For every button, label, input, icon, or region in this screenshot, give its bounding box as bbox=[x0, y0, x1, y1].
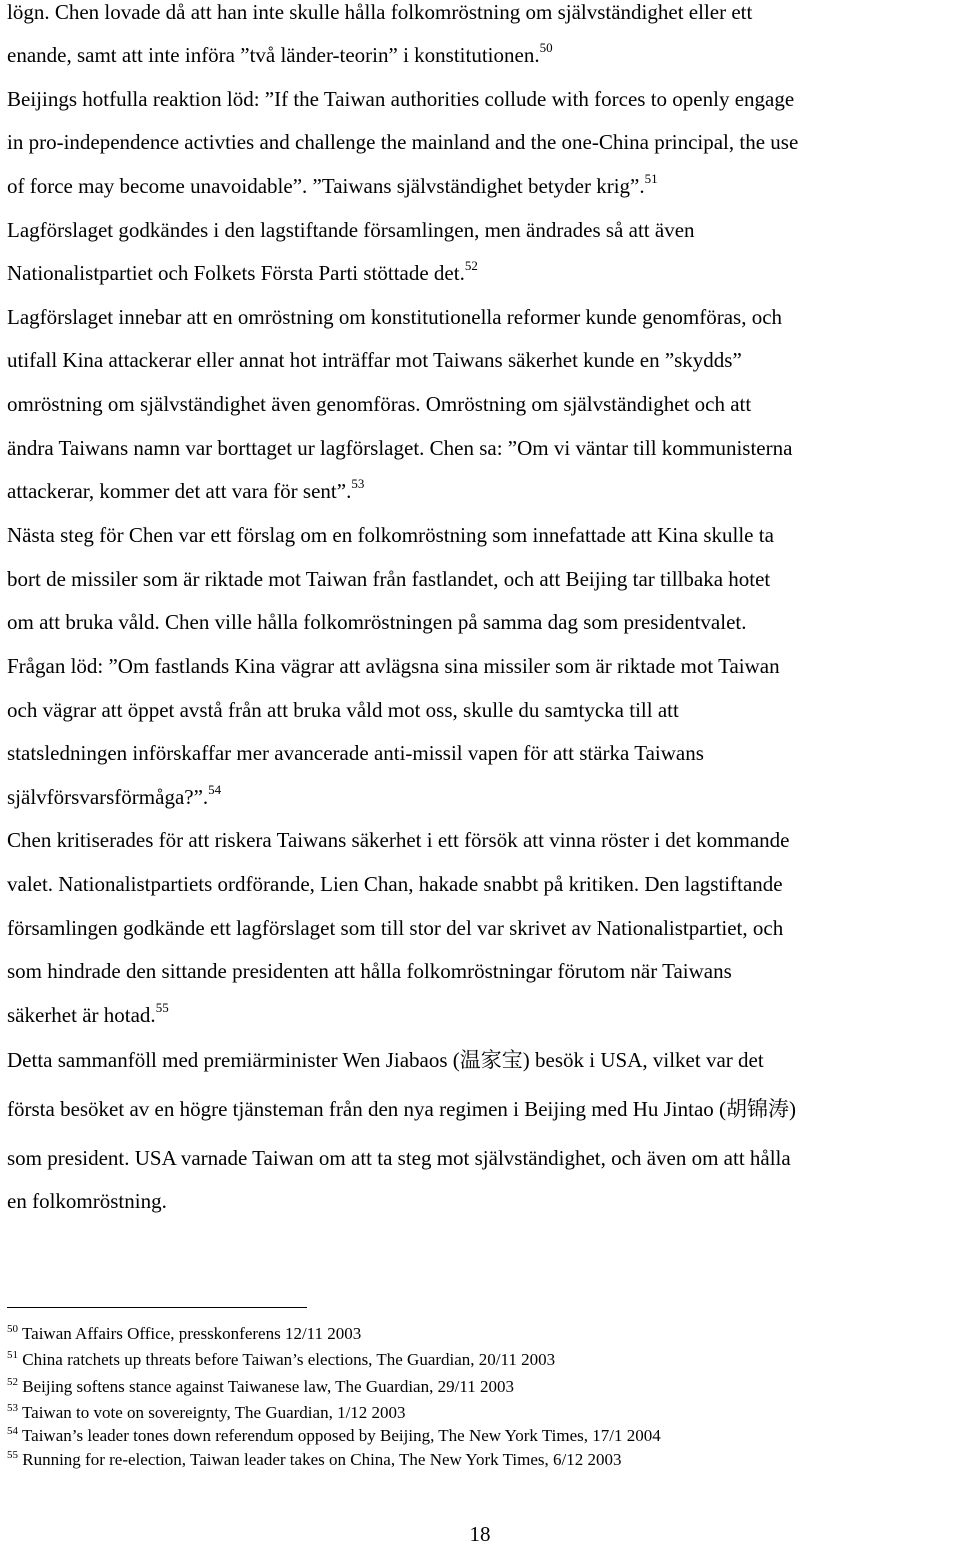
text-line: självförsvarsförmåga?”.$^{54}$ bbox=[7, 782, 222, 809]
footnote-text: Taiwan to vote on sovereignty, The Guardian, 1/12 2003 bbox=[21, 1403, 406, 1422]
text-line: of force may become unavoidable”. ”Taiwans självständighet betyder krig”.$^{51}$ bbox=[7, 171, 658, 198]
text-line: Lagförslaget innebar att en omröstning om konstitutionella reformer kunde genomföras, och bbox=[7, 305, 783, 329]
text-line: säkerhet är hotad.$^{55}$ bbox=[7, 1000, 169, 1027]
text-line: en folkomröstning. bbox=[7, 1189, 167, 1213]
text-line: Beijings hotfulla reaktion löd: ”If the Taiwan authorities collude with forces to openly engage bbox=[7, 87, 795, 111]
text-line: första besöket av en högre tjänsteman från den nya regimen i Beijing med Hu Jintao (胡锦涛) bbox=[7, 1097, 797, 1121]
text-line: attackerar, kommer det att vara för sent”.$^{53}$ bbox=[7, 476, 365, 503]
footnote-divider bbox=[7, 1307, 307, 1308]
footnote-54 bbox=[7, 1426, 661, 1446]
footnote-number: 53 bbox=[7, 1402, 18, 1414]
text-line: församlingen godkände ett lagförslaget som till stor del var skrivet av Nationalistpartiet, och bbox=[7, 916, 784, 940]
text-line: enande, samt att inte införa ”två länder-teorin” i konstitutionen.$^{50}$ bbox=[7, 40, 553, 67]
text-line: Frågan löd: ”Om fastlands Kina vägrar att avlägsna sina missiler som är riktade mot Taiwan bbox=[7, 654, 780, 678]
footnote-ref[interactable]: 54 bbox=[208, 782, 222, 797]
footnote-number: 51 bbox=[7, 1349, 18, 1361]
footnote-text: Taiwan Affairs Office, presskonferens 12/11 2003 bbox=[21, 1324, 362, 1343]
footnote-ref[interactable]: 52 bbox=[464, 258, 478, 273]
footnote-number: 52 bbox=[7, 1376, 18, 1388]
text-line: Detta sammanföll med premiärminister Wen Jiabaos (温家宝) besök i USA, vilket var det bbox=[7, 1048, 764, 1072]
footnote-50 bbox=[7, 1324, 361, 1344]
text-line: och vägrar att öppet avstå från att bruka våld mot oss, skulle du samtycka till att bbox=[7, 698, 679, 722]
text-line: valet. Nationalistpartiets ordförande, Lien Chan, hakade snabbt på kritiken. Den lagstiftande bbox=[7, 872, 783, 896]
text-line: som hindrade den sittande presidenten att hålla folkomröstningar förutom när Taiwans bbox=[7, 959, 732, 983]
text-line: utifall Kina attackerar eller annat hot inträffar mot Taiwans säkerhet kunde en ”skydds” bbox=[7, 348, 742, 372]
text-line: Chen kritiserades för att riskera Taiwans säkerhet i ett försök att vinna röster i det kommande bbox=[7, 828, 790, 852]
footnote-ref[interactable]: 53 bbox=[351, 476, 365, 491]
text-line: om att bruka våld. Chen ville hålla folkomröstningen på samma dag som presidentvalet. bbox=[7, 610, 747, 634]
footnote-ref[interactable]: 55 bbox=[155, 1000, 169, 1015]
footnote-number: 55 bbox=[7, 1449, 18, 1461]
footnote-51 bbox=[7, 1350, 555, 1370]
footnote-52 bbox=[7, 1377, 514, 1397]
text-line: bort de missiler som är riktade mot Taiwan från fastlandet, och att Beijing tar tillbaka hotet bbox=[7, 567, 771, 591]
footnote-text: China ratchets up threats before Taiwan’s elections, The Guardian, 20/11 2003 bbox=[22, 1350, 556, 1369]
footnote-number: 54 bbox=[7, 1425, 18, 1437]
footnote-text: Running for re-election, Taiwan leader takes on China, The New York Times, 6/12 2003 bbox=[22, 1450, 622, 1469]
text-line: Lagförslaget godkändes i den lagstiftande församlingen, men ändrades så att även bbox=[7, 218, 695, 242]
text-line: Nästa steg för Chen var ett förslag om en folkomröstning som innefattade att Kina skulle ta bbox=[7, 523, 774, 547]
footnote-text: Beijing softens stance against Taiwanese law, The Guardian, 29/11 2003 bbox=[22, 1377, 514, 1396]
footnote-text: Taiwan’s leader tones down referendum opposed by Beijing, The New York Times, 17/1 2004 bbox=[21, 1426, 661, 1445]
text-line: in pro-independence activties and challenge the mainland and the one-China principal, the use bbox=[7, 130, 799, 154]
text-line: lögn. Chen lovade då att han inte skulle hålla folkomröstning om självständighet eller ett bbox=[7, 0, 753, 24]
footnote-55 bbox=[7, 1450, 621, 1470]
text-line: statsledningen införskaffar mer avancerade anti-missil vapen för att stärka Taiwans bbox=[7, 741, 704, 765]
footnote-ref[interactable]: 50 bbox=[539, 40, 553, 55]
footnote-53 bbox=[7, 1403, 406, 1423]
footnote-number: 50 bbox=[7, 1323, 18, 1335]
text-line: som president. USA varnade Taiwan om att ta steg mot självständighet, och även om att hålla bbox=[7, 1146, 791, 1170]
page-number: 18 bbox=[469, 1522, 491, 1546]
footnote-ref[interactable]: 51 bbox=[644, 171, 658, 186]
text-line: Nationalistpartiet och Folkets Första Parti stöttade det.$^{52}$ bbox=[7, 258, 478, 285]
text-line: ändra Taiwans namn var borttaget ur lagförslaget. Chen sa: ”Om vi väntar till kommunisterna bbox=[7, 436, 793, 460]
text-line: omröstning om självständighet även genomföras. Omröstning om självständighet och att bbox=[7, 392, 752, 416]
